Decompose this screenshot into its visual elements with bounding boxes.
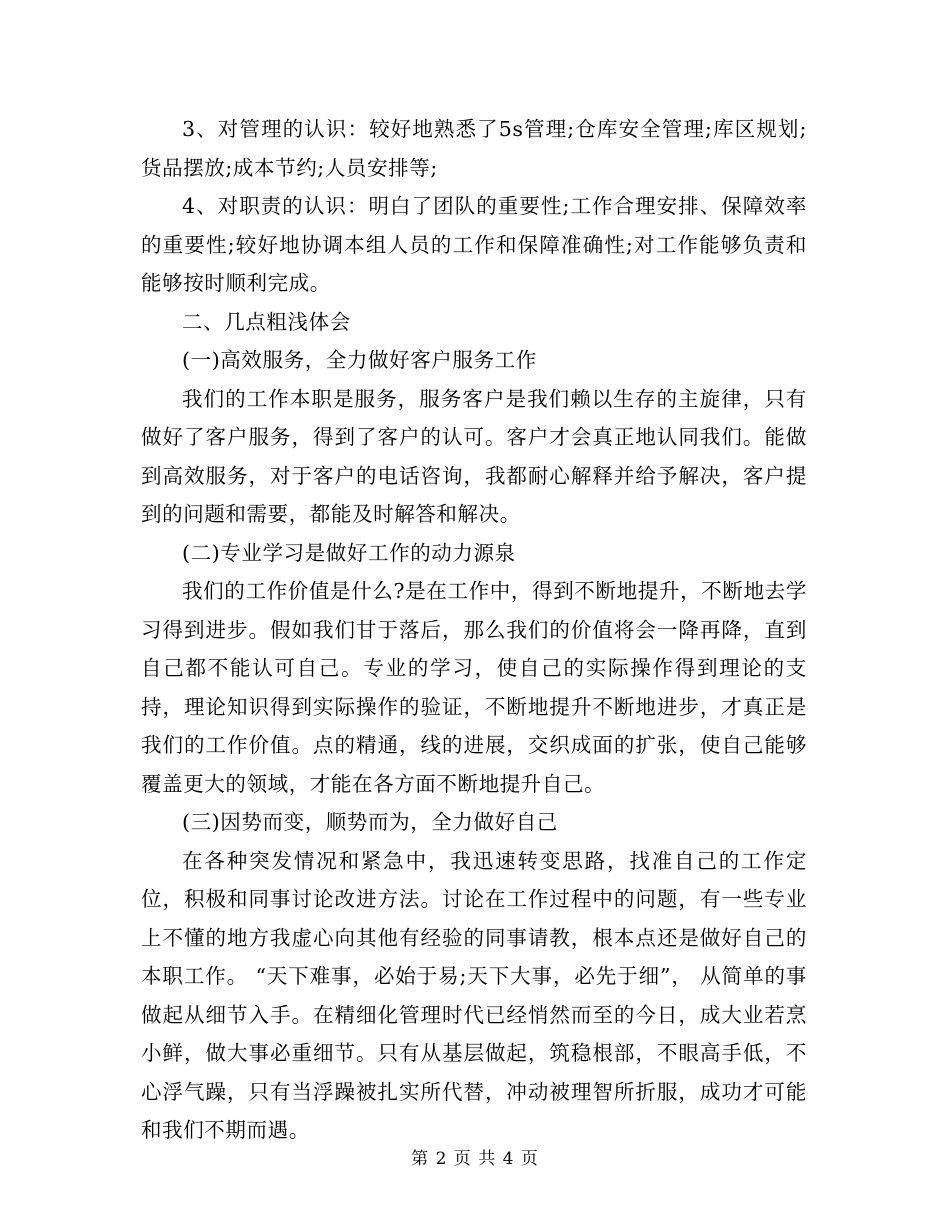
- paragraph-efficient-service: 我们的工作本职是服务，服务客户是我们赖以生存的主旋律，只有做好了客户服务，得到了客户的认可。客户才会真正地认同我们。能做到高效服务，对于客户的电话咨询，我都耐心解释并给予解决，客户提到的问题和需要，都能及时解答和解决。: [141, 386, 807, 526]
- paragraph-responsibility-understanding: 4、对职责的认识：明白了团队的重要性;工作合理安排、保障效率的重要性;较好地协调本组人员的工作和保障准确性;对工作能够负责和能够按时顺利完成。: [141, 194, 807, 295]
- page-number-footer: 第 2 页 共 4 页: [411, 1149, 539, 1169]
- subheading-efficient-service: (一)高效服务，全力做好客户服务工作: [182, 348, 537, 372]
- section-heading-experiences: 二、几点粗浅体会: [182, 309, 351, 334]
- subheading-professional-learning: (二)专业学习是做好工作的动力源泉: [182, 540, 516, 565]
- paragraph-adapt-to-change: 在各种突发情况和紧急中，我迅速转变思路，找准自己的工作定位，积极和同事讨论改进方法。讨论在工作过程中的问题，有一些专业上不懂的地方我虚心向其他有经验的同事请教，根本点还是做好自己的本职工作。 “天下难事，必始于易;天下大事，必先于细”， 从简单的事做起从细节入手。在精细化管理时代已经悄然而至的今日，成大业若烹小鲜，做大事必重细节。只有从基层做起，筑稳根部，不眼高手低，不心浮气躁，只有当浮躁被扎实所代替，冲动被理智所折服，成功才可能和我们不期而遇。: [141, 848, 807, 1142]
- document-body: [141, 110, 807, 1150]
- paragraph-professional-learning: 我们的工作价值是什么?是在工作中，得到不断地提升，不断地去学习得到进步。假如我们甘于落后，那么我们的价值将会一降再降，直到自己都不能认可自己。专业的学习，使自己的实际操作得到理论的支持，理论知识得到实际操作的验证，不断地提升不断地进步，才真正是我们的工作价值。点的精通，线的进展，交织成面的扩张，使自己能够覆盖更大的领域，才能在各方面不断地提升自己。: [141, 579, 807, 796]
- paragraph-management-understanding: 3、对管理的认识：较好地熟悉了5s管理;仓库安全管理;库区规划;货品摆放;成本节约;人员安排等;: [141, 117, 807, 180]
- subheading-adapt-to-change: (三)因势而变，顺势而为，全力做好自己: [182, 810, 558, 834]
